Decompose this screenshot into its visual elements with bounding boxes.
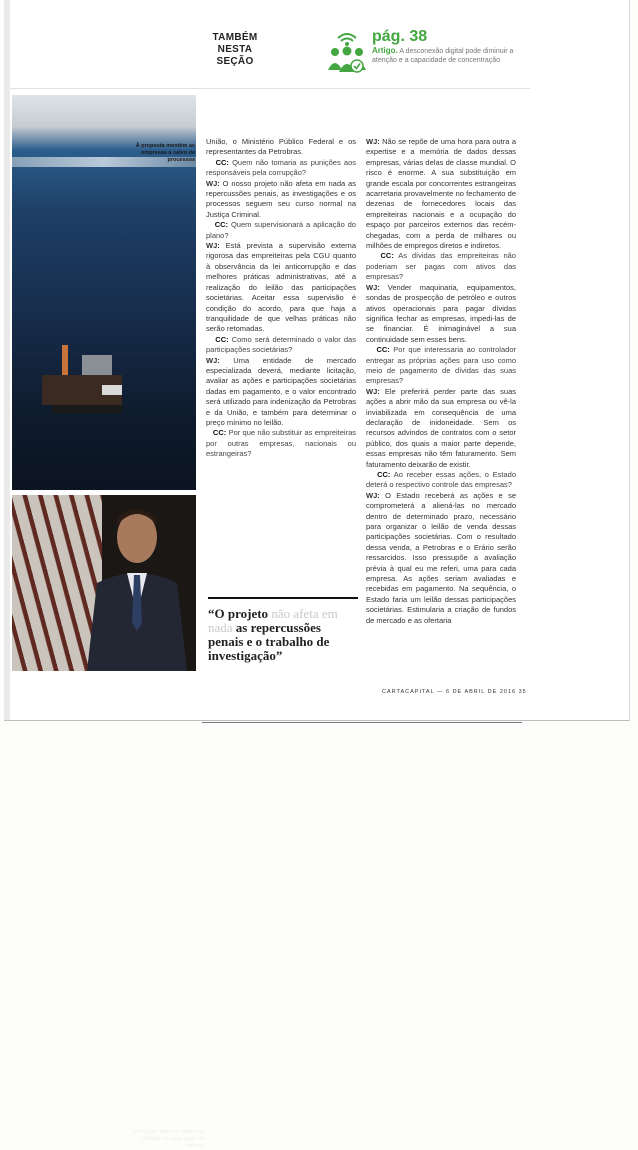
a-text: Não se repõe de uma hora para outra a expertise e a memória de dados dessas empresas, várias delas de classe mundial. O risco é enorme. A sua substituição em grande escala por concorrentes estrangeiras acarretaria provavelmente no fechamento de dezenas de fornecedores locais das empreiteiras nacionais e a ocupação do espaço por parceiros externos das recém-chegadas, com a perda de milhares ou milhões de empregos diretos e indiretos.: [366, 137, 516, 251]
photo1-caption: À proposta mentém as empresas à salvo de processos: [135, 143, 195, 163]
col1-question-2: [206, 220, 356, 241]
a-text: Está prevista a supervisão externa rigorosa das empreiteiras pela CGU quanto à observância da lei anticorrupção e das melhores práticas administrativas, até a realização do leilão das participações societárias. Aceitar essa supervisão é condição do acordo, para que haja a tranquilidade de que velhas práticas não serão retomadas.: [206, 241, 356, 334]
q-text: Quem não tomaria as punições aos responsáveis pela corrupção?: [206, 157, 356, 178]
a-label: WJ:: [206, 355, 220, 365]
article-column-2: [366, 137, 516, 626]
q-text: Ao receber essas ações, o Estado deterá o respectivo controle das empresas?: [366, 470, 516, 490]
pull-quote-text: [208, 607, 358, 663]
q-text: Quem supervisionará a aplicação do plano?: [206, 220, 356, 240]
q-label: CC:: [377, 470, 391, 479]
q-label: CC:: [380, 251, 394, 261]
page-reference: pág. 38: [372, 28, 428, 45]
a-label: WJ:: [366, 282, 380, 292]
quote-highlight: não afeta em nada: [208, 606, 338, 635]
teaser-label: Artigo.: [372, 46, 398, 55]
col1-question-1: [206, 158, 356, 179]
col1-answer-3: [206, 356, 356, 429]
para-text: União, o Ministério Público Federal e os representantes da Petrobras.: [206, 137, 356, 157]
col2-question-1: [366, 251, 516, 282]
bottom-rule: [202, 722, 522, 723]
also-line-2: NESTA: [217, 44, 253, 55]
binding-shadow: [4, 0, 10, 720]
a-label: WJ:: [366, 490, 380, 500]
q-label: CC:: [215, 334, 229, 344]
col1-answer-2: [206, 241, 356, 335]
col1-answer-1: [206, 179, 356, 221]
col2-answer-1: [366, 137, 516, 251]
col2-question-3: [366, 470, 516, 491]
q-label: CC:: [215, 157, 229, 167]
col2-question-2: [366, 345, 516, 387]
col1-para-1: [206, 137, 356, 158]
people-wifi-icon: [326, 30, 368, 74]
col2-answer-3: [366, 387, 516, 470]
q-label: CC:: [212, 428, 227, 438]
q-text: Como será determinado o valor das participações societárias?: [206, 334, 356, 355]
pull-quote: [208, 597, 358, 663]
col1-question-4: [206, 428, 356, 459]
portrait-photo: [12, 495, 204, 1149]
a-label: WJ:: [206, 241, 220, 251]
also-in-section-label: [210, 32, 260, 68]
article-column-1: [206, 137, 356, 460]
a-text: O nosso projeto não afeta em nada as repercussões penais, as investigações e os processos seguem seu curso normal na Justiça Criminal.: [206, 178, 356, 219]
teaser-text: A desconexão digital pode diminuir a atenção e a capacidade de concentração: [372, 48, 514, 64]
a-text: Vender maquinaria, equipamentos, sondas de prospecção de petróleo e outros ativos operacionais para pagar dívidas significa fechar as empresas, impedi-las de se financiar. É inimaginável a sua continuidade sem esses bens.: [366, 282, 516, 344]
a-label: WJ:: [366, 386, 380, 396]
photo2-caption: Instruções finais às ações de verdade de cada parte do tribunal: [133, 1129, 204, 1149]
col2-answer-2: [366, 283, 516, 345]
a-label: WJ:: [366, 137, 380, 146]
page-footer: CARTACAPITAL — 6 DE ABRIL DE 2016 35: [382, 689, 527, 695]
teaser: [372, 46, 522, 65]
also-line-1: TAMBÉM: [212, 32, 258, 43]
oil-platform-photo: [12, 95, 196, 490]
a-text: O Estado receberá as ações e se comprometerá a aliená-las no mercado dentro de determinado prazo, necessário para organizar o leilão de venda dessas participações societárias. Com o resultado dessa venda, a Petrobras e o Erário serão ressarcidos. Isso pressupõe a avaliação prévia à qual eu me referi, uma para cada empresa. As ações seriam avaliadas e recebidas em pagamento. Na sequência, o Estado faria um leilão dessas participações societárias. Estimularia a criação de fundos de mercado e as ofertaria: [366, 490, 516, 625]
quote-rest: as repercussões penais e o trabalho de investigação”: [208, 620, 330, 663]
man-in-suit: [82, 503, 192, 671]
a-text: Ele preferirá perder parte das suas ações a abrir mão da sua empresa ou vê-la inviabilizada em consequência de uma declaração de inidoneidade. Sem os recursos advindos de contratos com o setor público, dos quais a maior parte depende, essas empresas não têm faturamento. Sem faturamento deixarão de existir.: [366, 386, 516, 469]
platform-silhouette: [32, 335, 142, 435]
q-text: Por que não substituir as empreiteiras por outras empresas, nacionais ou estrangeiras?: [206, 428, 356, 459]
quote-open: “O projeto: [208, 606, 269, 621]
q-label: CC:: [214, 220, 229, 230]
a-label: WJ:: [206, 178, 220, 188]
q-label: CC:: [376, 345, 390, 355]
also-line-3: SEÇÃO: [216, 56, 254, 67]
a-text: Uma entidade de mercado especializada deverá, mediante licitação, avaliar as ações e participações societárias dadas em pagamento, e o valor encontrado será utilizado para indenização da Petrobras e da União, e também para determinar o preço mínimo no leilão.: [206, 355, 356, 427]
q-text: Por que interessaria ao controlador entregar as próprias ações para uso como meio de pagamento de dívidas das suas empresas?: [366, 345, 516, 386]
col1-question-3: [206, 335, 356, 356]
q-text: As dívidas das empreiteiras não poderiam ser pagas com ativos das empresas?: [366, 251, 516, 282]
col2-answer-4: [366, 491, 516, 626]
